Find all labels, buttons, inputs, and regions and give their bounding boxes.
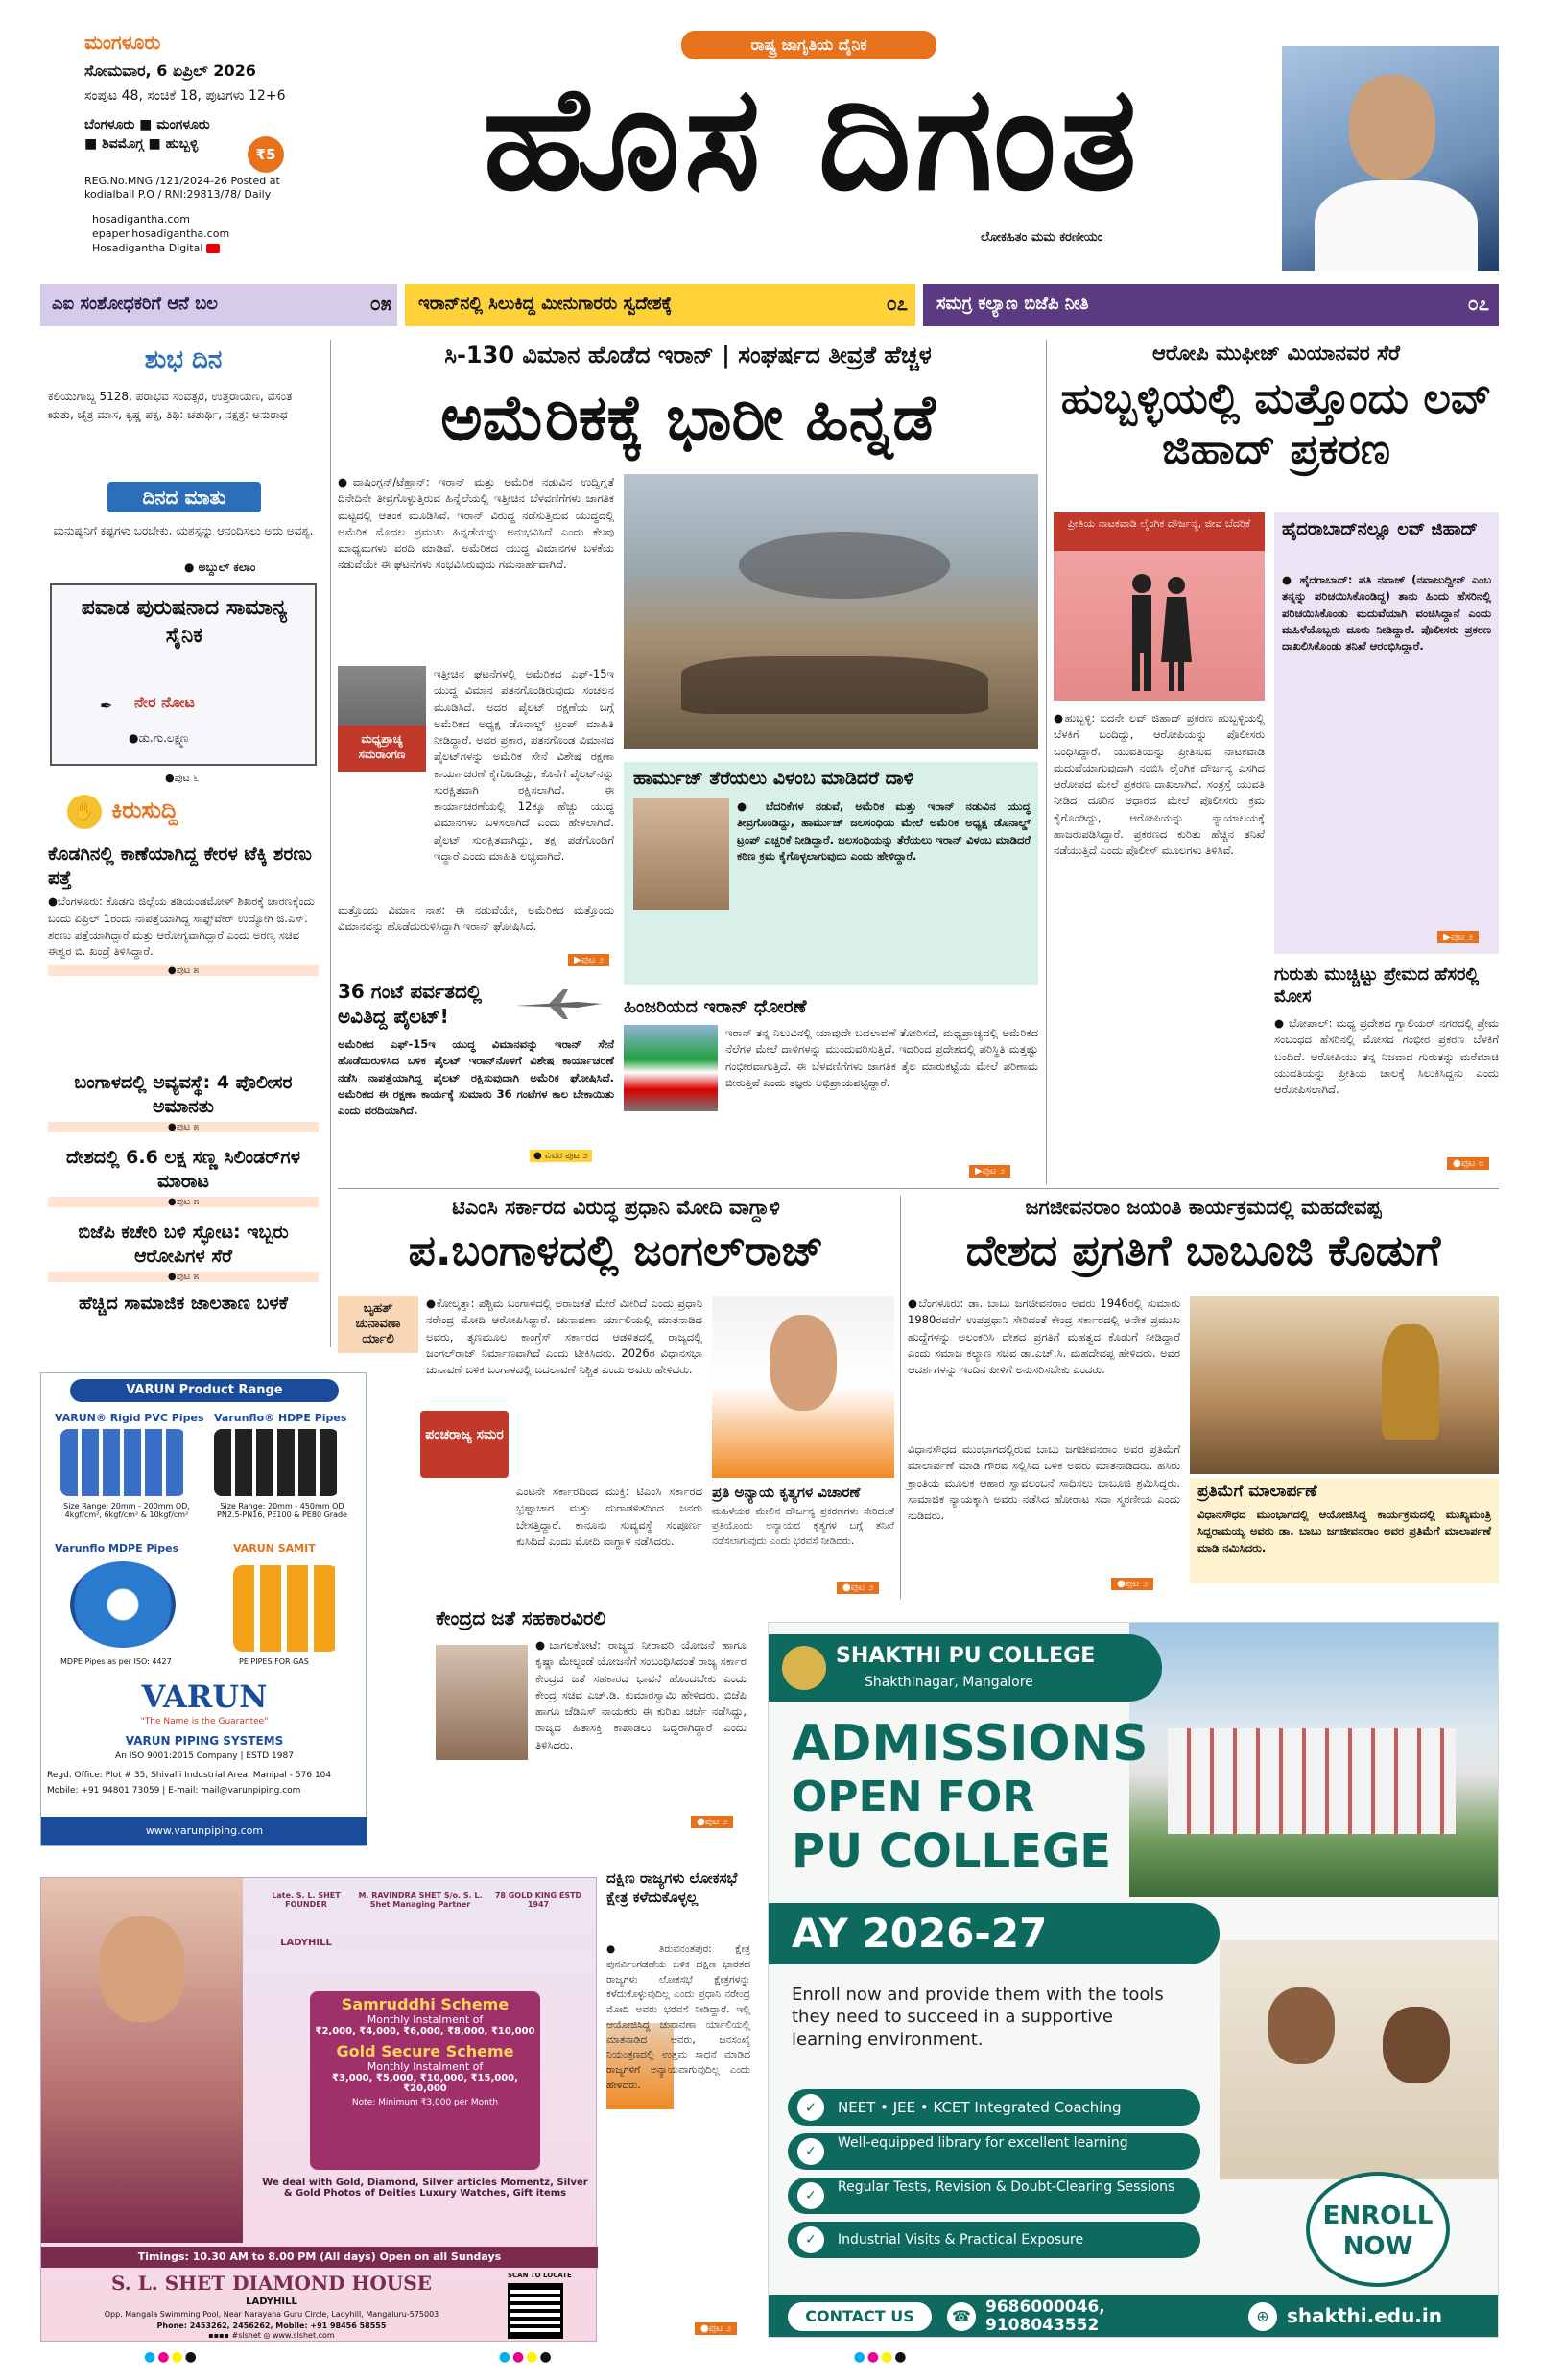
shakthi-tagline: Enroll now and provide them with the tools they need to succeed in a supportive learning environment. <box>792 1985 1164 2050</box>
ticker-text-3: ಸಮಗ್ರ ಕಲ್ಯಾಣ ಬಿಜೆಪಿ ನೀತಿ <box>936 294 1089 314</box>
brief-1[interactable] <box>48 843 319 976</box>
students-photo <box>1220 1940 1499 2179</box>
fighter-jet-icon <box>510 985 606 1023</box>
registration-marks: ●●●● ●●●● ●●●● <box>144 2349 909 2365</box>
shakthi-footer <box>769 2295 1499 2338</box>
feature-1-text: NEET • JEE • KCET Integrated Coaching <box>838 2099 1122 2116</box>
hubballi-body: ●ಹುಬ್ಬಳ್ಳಿ: ಐದನೇ ಲವ್ ಜಿಹಾದ್ ಪ್ರಕರಣ ಹುಬ್ಬಳ್ಳಿಯಲ್ಲಿ ಬೆಳಕಿಗೆ ಬಂದಿದ್ದು, ಆರೋಪಿಯನ್ನು ಪೊಲೀಸರು ಬಂಧಿಸಿದ್ದಾರೆ. ಯುವತಿಯನ್ನು ಪ್ರೀತಿಸುವ ನಾಟಕವಾಡಿ ಮದುವೆಯಾಗುವುದಾಗಿ ನಂಬಿಸಿ ಲೈಂಗಿಕ ದೌರ್ಜನ್ಯ ಎಸಗಿದ ಆರೋಪದ ಮೇಲೆ ಪ್ರಕರಣ ದಾಖಲಾಗಿದೆ. ಸಂತ್ರಸ್ತೆ ಯುವತಿ ನೀಡಿದ ದೂರಿನ ಆಧಾರದ ಮೇಲೆ ಪೊಲೀಸರು ಕ್ರಮ ಕೈಗೊಂಡಿದ್ದು, ಆರೋಪಿಯನ್ನು ನ್ಯಾಯಾಲಯಕ್ಕೆ ಹಾಜರುಪಡಿಸಿದ್ದಾರೆ. ಪ್ರಕರಣದ ಕುರಿತು ಹೆಚ್ಚಿನ ತನಿಖೆ ನಡೆಯುತ್ತಿದೆ ಎಂದು ಪೊಲೀಸ್ ಮೂಲಗಳು ತಿಳಿಸಿವೆ. <box>1054 711 1265 857</box>
kirusuddi-title: ಕಿರುಸುದ್ದಿ <box>111 797 178 823</box>
dakshina-body: ● ತಿರುವನಂತಪುರ: ಕ್ಷೇತ್ರ ಪುನರ್ವಿಂಗಡಣೆಯ ಬಳಿಕ ದಕ್ಷಿಣ ಭಾರತದ ರಾಜ್ಯಗಳು ಲೋಕಸಭೆ ಕ್ಷೇತ್ರಗಳನ್ನು ಕಳೆದುಕೊಳ್ಳುವುದಿಲ್ಲ ಎಂದು ಪ್ರಧಾನಿ ನರೇಂದ್ರ ಮೋದಿ ಅವರು ಭರವಸೆ ನೀಡಿದ್ದಾರೆ. ಇಲ್ಲಿ ಆಯೋಜಿಸಿದ್ದ ಚುನಾವಣಾ ರ್ಯಾಲಿಯಲ್ಲಿ ಮಾತನಾಡಿದ ಅವರು, ಜನಸಂಖ್ಯೆ ನಿಯಂತ್ರಣದಲ್ಲಿ ಉತ್ತಮ ಸಾಧನೆ ಮಾಡಿದ ರಾಜ್ಯಗಳಿಗೆ ಅನ್ಯಾಯವಾಗುವುದಿಲ್ಲ ಎಂದು ಹೇಳಿದರು. <box>606 1943 750 2091</box>
bhopal-body: ● ಭೋಪಾಲ್: ಮಧ್ಯ ಪ್ರದೇಶದ ಗ್ವಾಲಿಯರ್ ನಗರದಲ್ಲಿ ಪ್ರೇಮ ಸಂಬಂಧದ ಹೆಸರಿನಲ್ಲಿ ಮೋಸದ ಗಂಭೀರ ಪ್ರಕರಣ ಬೆಳಕಿಗೆ ಬಂದಿದೆ. ಆರೋಪಿಯು ತನ್ನ ನಿಜವಾದ ಗುರುತನ್ನು ಮರೆಮಾಚಿ ಯುವತಿಯನ್ನು ಪ್ರೀತಿಯ ಜಾಲಕ್ಕೆ ಸಿಲುಕಿಸಿದ್ದನು ಎಂದು ಆರೋಪಿಸಲಾಗಿದೆ. <box>1274 1016 1499 1096</box>
hdpe-pipes-image <box>214 1429 339 1496</box>
lead-body: ●ವಾಷಿಂಗ್ಟನ್/ಟೆಹ್ರಾನ್: ಇರಾನ್ ಮತ್ತು ಅಮೆರಿಕ ನಡುವಿನ ಉದ್ವಿಗ್ನತೆ ದಿನೇದಿನೇ ತೀವ್ರಗೊಳ್ಳುತ್ತಿರುವ ಹಿನ್ನೆಲೆಯಲ್ಲಿ ಇತ್ತೀಚಿನ ಬೆಳವಣಿಗೆಗಳು ಜಾಗತಿಕ ಮಟ್ಟದಲ್ಲಿ ಆತಂಕ ಮೂಡಿಸಿವೆ. ಇರಾನ್ ವಿರುದ್ಧ ನಡೆಸುತ್ತಿರುವ ಯುದ್ಧದಲ್ಲಿ ಅಮೆರಿಕ ಮೊದಲ ಪ್ರಮುಖ ಹಿನ್ನಡೆಯನ್ನು ಅನುಭವಿಸಿದೆ ಎಂದು ಕೆಲವು ಮಾಧ್ಯಮಗಳು ವರದಿ ಮಾಡಿವೆ. ಅಮೆರಿಕದ ಯುದ್ಧ ವಿಮಾನಗಳ ಬಳಕೆಯ ನಡುವೆಯೇ ಈ ಘಟನೆಗಳು ಸಂಭವಿಸಿರುವುದು ಗಮನಾರ್ಹವಾಗಿದೆ. <box>338 475 614 572</box>
ticker-page-1: ೦೫ <box>369 292 391 315</box>
gas-pipes-image <box>233 1565 339 1652</box>
check-icon: ✓ <box>797 2138 824 2165</box>
bengal-kicker: ಟಿಎಂಸಿ ಸರ್ಕಾರದ ವಿರುದ್ಧ ಪ್ರಧಾನಿ ಮೋದಿ ವಾಗ್ದಾಳಿ <box>452 1196 780 1219</box>
hormuz-title: ಹಾರ್ಮುಜ್ ತೆರೆಯಲು ವಿಳಂಬ ಮಾಡಿದರೆ ದಾಳಿ <box>633 768 913 789</box>
bengal-more[interactable]: ●ಪುಟ ೨ <box>837 1582 879 1594</box>
column-title: ಪವಾಡ ಪುರುಷನಾದ ಸಾಮಾನ್ಯ ಸೈನಿಕ <box>81 596 288 648</box>
digital-label: Hosadigantha Digital <box>92 242 203 254</box>
brief-2-title: ಬಂಗಾಳದಲ್ಲಿ ಅವ್ಯವಸ್ಥೆ: 4 ಪೊಲೀಸರ ಅಮಾನತು <box>74 1072 293 1117</box>
photo-head-shape <box>1349 75 1435 180</box>
feature-3-text: Regular Tests, Revision & Doubt-Clearing Sessions <box>838 2179 1175 2195</box>
leaders-photo <box>338 666 426 772</box>
hubballi-story <box>1054 340 1499 1184</box>
feature-1 <box>788 2089 1200 2126</box>
megaphone-icon: ✋ <box>67 795 102 829</box>
sub1-box <box>338 979 614 1171</box>
edition-4: ಹುಬ್ಬಳ್ಳಿ <box>165 136 199 152</box>
digital-link[interactable] <box>92 242 220 254</box>
brief-2[interactable] <box>48 1071 319 1132</box>
masthead-city: ಮಂಗಳೂರು <box>84 31 161 54</box>
panchanga-text: ಕಲಿಯುಗಾಬ್ದ 5128, ಪರಾಭವ ಸಂವತ್ಸರ, ಉತ್ತರಾಯಣ, ವಸಂತ ಋತು, ಚೈತ್ರ ಮಾಸ, ಕೃಷ್ಣ ಪಕ್ಷ, ತಿಥಿ: ಚತುರ್ಥಿ, ನಕ್ಷತ್ರ: ಅನುರಾಧ <box>48 390 293 421</box>
feature-3 <box>788 2178 1200 2214</box>
check-icon: ✓ <box>797 2226 824 2253</box>
lead-more-1[interactable]: ▶ಪುಟ ೨ <box>568 954 609 966</box>
lead-story <box>338 340 1038 1184</box>
brief-4-page: ●ಪುಟ ೫ <box>48 1272 319 1282</box>
jagjivan-caption-title: ಪ್ರತಿಮೆಗೆ ಮಾಲಾರ್ಪಣೆ <box>1197 1482 1317 1501</box>
student-shape-1 <box>1268 1987 1335 2064</box>
shakthi-ad[interactable] <box>768 1622 1499 2338</box>
varun-ad-title: VARUN Product Range <box>70 1379 339 1402</box>
left-column-divider <box>330 340 331 1347</box>
tagline-top: ರಾಷ್ಟ್ರ ಜಾಗೃತಿಯ ದೈನಿಕ <box>681 31 936 60</box>
sub1-more[interactable]: ● ವಿವರ ಪುಟ ೨ <box>530 1150 592 1162</box>
shakthi-line3: PU COLLEGE <box>792 1824 1112 1878</box>
lead-body3: ಮತ್ತೊಂದು ವಿಮಾನ ನಾಶ: ಈ ನಡುವೆಯೇ, ಅಮೆರಿಕದ ಮತ್ತೊಂದು ವಿಮಾನವನ್ನು ಹೊಡೆದುರುಳಿಸಿದ್ದಾಗಿ ಇರಾನ್ ಘೋಷಿಸಿದೆ. <box>338 903 614 934</box>
masthead <box>40 29 1499 278</box>
scheme2-sub: Monthly Instalment of <box>367 2060 484 2073</box>
hubballi-image-caption: ಪ್ರೀತಿಯ ನಾಟಕವಾಡಿ ಲೈಂಗಿಕ ದೌರ್ಜನ್ಯ, ಜೀವ ಬೆದರಿಕೆ <box>1054 512 1265 551</box>
column-author: ●ಡು.ಗು.ಲಕ್ಷ್ಮಣ <box>129 731 189 745</box>
varun-brand: VARUN <box>141 1678 268 1715</box>
shet-name: S. L. SHET DIAMOND HOUSE <box>111 2272 432 2295</box>
scheme2-values: ₹3,000, ₹5,000, ₹10,000, ₹15,000, ₹20,000 <box>332 2073 518 2094</box>
war-badge: ಮಧ್ಯಪ್ರಾಚ್ಯ ಸಮರಾಂಗಣ <box>338 726 426 772</box>
shakthi-college: SHAKTHI PU COLLEGE <box>836 1644 1096 1668</box>
iran-flag-photo <box>624 1025 718 1111</box>
ticker-text-2: ಇರಾನ್‌ನಲ್ಲಿ ಸಿಲುಕಿದ್ದ ಮೀನುಗಾರರು ಸ್ವದೇಶಕ್ಕೆ <box>418 294 673 314</box>
jagjivan-story <box>908 1196 1499 1599</box>
hyderabad-more[interactable]: ▶ಪುಟ ೨ <box>1437 931 1479 943</box>
dakshina-headline: ದಕ್ಷಿಣ ರಾಜ್ಯಗಳು ಲೋಕಸಭೆ ಕ್ಷೇತ್ರ ಕಳೆದುಕೊಳ್ಳಲ್ಲ <box>606 1869 738 1906</box>
epaper-link[interactable]: epaper.hosadigantha.com <box>92 227 230 240</box>
varun-company: VARUN PIPING SYSTEMS <box>125 1734 284 1748</box>
shakthi-phones[interactable]: 9686000046, 9108043552 <box>985 2297 1105 2335</box>
contact-us-button[interactable]: CONTACT US <box>788 2302 932 2331</box>
ticker-item-3[interactable] <box>923 284 1499 326</box>
dinada-maatu-title: ದಿನದ ಮಾತು <box>107 482 261 512</box>
hubballi-headline: ಹುಬ್ಬಳ್ಳಿಯಲ್ಲಿ ಮತ್ತೊಂದು ಲವ್ ಜಿಹಾದ್ ಪ್ರಕರಣ <box>1060 374 1492 474</box>
jagjivan-kicker: ಜಗಜೀವನರಾಂ ಜಯಂತಿ ಕಾರ್ಯಕ್ರಮದಲ್ಲಿ ಮಹದೇವಪ್ಪ <box>1025 1196 1382 1219</box>
shet-ad[interactable] <box>40 1877 597 2342</box>
kendra-story <box>378 1606 747 1837</box>
jagjivan-caption-body: ವಿಧಾನಸೌಧದ ಮುಂಭಾಗದಲ್ಲಿ ಆಯೋಜಿಸಿದ್ದ ಕಾರ್ಯಕ್ರಮದಲ್ಲಿ ಮುಖ್ಯಮಂತ್ರಿ ಸಿದ್ದರಾಮಯ್ಯ ಅವರು ಡಾ. ಬಾಬು ಜಗಜೀವನರಾಂ ಅವರ ಪ್ರತಿಮೆಗೆ ಮಾಲಾರ್ಪಣೆ ಮಾಡಿ ನಮಿಸಿದರು. <box>1197 1508 1491 1555</box>
garland-photo <box>1190 1296 1499 1474</box>
varun-contact: Mobile: +91 94801 73059 | E-mail: mail@varunpiping.com <box>47 1786 301 1796</box>
bengal-tag2: ಪಂಚರಾಜ್ಯ ಸಮರ <box>420 1411 509 1478</box>
sub2-body: ಇರಾನ್ ತನ್ನ ನಿಲುವಿನಲ್ಲಿ ಯಾವುದೇ ಬದಲಾವಣೆ ತೋರಿಸದೆ, ಮಧ್ಯಪ್ರಾಚ್ಯದಲ್ಲಿ ಅಮೆರಿಕದ ನೆಲೆಗಳ ಮೇಲೆ ದಾಳಿಗಳನ್ನು ಮುಂದುವರಿಸುತ್ತಿದೆ. ಇದರಿಂದ ಪ್ರದೇಶದಲ್ಲಿ ಪರಿಸ್ಥಿತಿ ಮತ್ತಷ್ಟು ಗಂಭೀರವಾಗುತ್ತಿದೆ. ಈ ಬೆಳವಣಿಗೆಗಳು ಜಾಗತಿಕ ತೈಲ ಮಾರುಕಟ್ಟೆಯ ಮೇಲೆ ಪರಿಣಾಮ ಬೀರುತ್ತಿವೆ ಎಂದು ತಜ್ಞರು ಅಭಿಪ್ರಾಯಪಟ್ಟಿದ್ದಾರೆ. <box>725 1026 1038 1089</box>
hyderabad-body: ● ಹೈದರಾಬಾದ್: ಪತಿ ನವಾಜ್ (ನವಾಜುದ್ದೀನ್ ಎಂಬ ತನ್ನನ್ನು ಪರಿಚಯಿಸಿಕೊಂಡಿದ್ದ) ತಾನು ಹಿಂದು ಹೆಸರಿನಲ್ಲಿ ಪರಿಚಯಿಸಿಕೊಂಡು ಮದುವೆಯಾಗಿ ವಂಚಿಸಿದ್ದಾನೆ ಎಂದು ಮಹಿಳೆಯೊಬ್ಬರು ದೂರು ನೀಡಿದ್ದಾರೆ. ಪೊಲೀಸರು ಪ್ರಕರಣ ದಾಖಲಿಸಿಕೊಂಡು ತನಿಖೆ ಆರಂಭಿಸಿದ್ದಾರೆ. <box>1282 573 1491 653</box>
model-photo <box>41 1878 243 2243</box>
brief-1-page: ●ಪುಟ ೫ <box>48 965 319 976</box>
scheme1-values: ₹2,000, ₹4,000, ₹6,000, ₹8,000, ₹10,000 <box>315 2026 535 2036</box>
column-page: ●ಪುಟ ೬ <box>165 772 200 784</box>
modi-photo <box>712 1296 894 1478</box>
ticker-text-1: ಎಐ ಸಂಶೋಧಕರಿಗೆ ಆನೆ ಬಲ <box>52 294 218 314</box>
shakthi-header <box>769 1634 1162 1702</box>
pvc-pipes-image <box>60 1429 185 1496</box>
lead-headline: ಅಮೆರಿಕಕ್ಕೆ ಭಾರೀ ಹಿನ್ನಡೆ <box>440 381 936 455</box>
shet-web[interactable]: www.slshet.com <box>272 2331 335 2340</box>
shet-ladyhill: LADYHILL <box>280 1938 332 1948</box>
varun-ad[interactable] <box>40 1372 367 1846</box>
website-link[interactable]: hosadigantha.com <box>92 213 190 226</box>
column-name: ನೇರ ನೋಟ <box>134 693 195 711</box>
shet-address: Opp. Mangala Swimming Pool, Near Narayana Guru Circle, Ladyhill, Mangaluru-575003 <box>104 2310 439 2319</box>
qr-code-icon[interactable] <box>508 2283 563 2339</box>
pen-icon: ✒ <box>100 697 113 715</box>
varun-p4: VARUN SAMIT <box>233 1542 316 1555</box>
scheme-box <box>310 1991 540 2170</box>
lead-body-col1 <box>338 474 614 574</box>
quote-author: ● ಅಬ್ದುಲ್ ಕಲಾಂ <box>184 560 256 574</box>
feature-2-text: Well-equipped library for excellent learning <box>838 2135 1128 2151</box>
lead-kicker: ಸಿ-130 ವಿಮಾನ ಹೊಡೆದ ಇರಾನ್ | ಸಂಘರ್ಷದ ತೀವ್ರತೆ ಹೆಚ್ಚಳ <box>444 342 932 369</box>
photo-figure-shape <box>770 1315 837 1411</box>
youtube-icon <box>206 244 220 253</box>
model-face-shape <box>99 1916 185 2022</box>
shet-badge3: 78 GOLD KING ESTD 1947 <box>494 1892 582 1909</box>
bengal-body2: ಎಂಟನೇ ಸರ್ಕಾರದಿಂದ ಮುಕ್ತಿ: ಟಿಎಂಸಿ ಸರ್ಕಾರದ ಭ್ರಷ್ಟಾಚಾರ ಮತ್ತು ದುರಾಡಳಿತದಿಂದ ಜನರು ಬೇಸತ್ತಿದ್ದಾರೆ. ಕಾನೂನು ಸುವ್ಯವಸ್ಥೆ ಸಂಪೂರ್ಣ ಕುಸಿದಿದೆ ಎಂದು ಮೋದಿ ವಾಗ್ದಾಳಿ ನಡೆಸಿದರು. <box>516 1485 702 1548</box>
globe-icon: ◎ <box>263 2331 273 2340</box>
shet-timings: Timings: 10.30 AM to 8.00 PM (All days) Open on all Sundays <box>41 2247 598 2268</box>
varun-p3-spec: MDPE Pipes as per ISO: 4427 <box>60 1657 172 1666</box>
debris-shape <box>681 656 988 714</box>
hormuz-box <box>624 762 1038 985</box>
ticker-item-2[interactable] <box>405 284 915 326</box>
shakthi-place: Shakthinagar, Mangalore <box>865 1675 1033 1690</box>
scheme1-sub: Monthly Instalment of <box>367 2013 484 2026</box>
scheme2-title: Gold Secure Scheme <box>336 2042 514 2060</box>
brief-4[interactable] <box>48 1221 319 1282</box>
varun-p2-spec: Size Range: 20mm - 450mm OD PN2.5-PN16, PE100 & PE80 Grade <box>217 1502 347 1519</box>
web-icon: ⊕ <box>1248 2302 1277 2331</box>
shet-social-handle: #slshet <box>231 2331 261 2340</box>
sub1-title: 36 ಗಂಟೆ ಪರ್ವತದಲ್ಲಿ ಅವಿತಿದ್ದ ಪೈಲಟ್! <box>338 980 482 1028</box>
varun-p3: Varunflo MDPE Pipes <box>55 1542 179 1555</box>
varun-cert: An ISO 9001:2015 Company | ESTD 1987 <box>115 1751 294 1761</box>
bengal-sub-body: ಮಹಿಳೆಯರ ಮೇಲಿನ ದೌರ್ಜನ್ಯ ಪ್ರಕರಣಗಳು ಸೇರಿದಂತೆ ಪ್ರತಿಯೊಂದು ಅನ್ಯಾಯದ ಕೃತ್ಯಗಳ ಬಗ್ಗೆ ತನಿಖೆ ನಡೆಸಲಾಗುವುದು ಎಂದು ಭರವಸೆ ನೀಡಿದರು. <box>712 1505 894 1547</box>
brief-2-page: ●ಪುಟ ೫ <box>48 1122 319 1132</box>
jagjivan-more[interactable]: ●ಪುಟ ೨ <box>1111 1578 1153 1590</box>
feature-2 <box>788 2133 1200 2170</box>
varun-p1-spec: Size Range: 20mm - 200mm OD, 4kgf/cm², 6kgf/cm² & 10kgf/cm² <box>63 1502 190 1519</box>
shet-deal: We deal with Gold, Diamond, Silver articles Momentz, Silver & Gold Photos of Deities Luxury Watches, Gift items <box>262 2178 588 2199</box>
section-rule-1 <box>338 1188 1499 1189</box>
shet-social <box>51 2331 492 2340</box>
bengal-divider <box>900 1196 901 1599</box>
brief-3[interactable] <box>48 1146 319 1207</box>
bengal-sub <box>712 1484 894 1597</box>
war-photo <box>624 474 1038 749</box>
shubha-dina-title: ಶುಭ ದಿನ <box>144 345 223 374</box>
trump-photo <box>633 798 729 910</box>
bengal-story <box>338 1196 894 1599</box>
feature-list <box>788 2089 1200 2258</box>
varun-web[interactable]: www.varunpiping.com <box>41 1817 367 1845</box>
brief-3-title: ದೇಶದಲ್ಲಿ 6.6 ಲಕ್ಷ ಸಣ್ಣ ಸಿಲಿಂಡರ್‌ಗಳ ಮಾರಾಟ <box>65 1147 301 1192</box>
brief-1-title: ಕೊಡಗಿನಲ್ಲಿ ಕಾಣೆಯಾಗಿದ್ದ ಕೇರಳ ಟೆಕ್ಕಿ ಶರಣು ಪತ್ತೆ <box>48 844 312 889</box>
masthead-reg: REG.No.MNG /121/2024-26 Posted at kodialbail P.O / RNI:29813/78/ Daily <box>84 175 280 201</box>
bhopal-box <box>1274 964 1499 1184</box>
ticker-bar <box>40 284 1499 326</box>
shet-branch: LADYHILL <box>246 2297 297 2307</box>
varun-p1: VARUN® Rigid PVC Pipes <box>55 1412 204 1424</box>
brief-4-title: ಬಿಜೆಪಿ ಕಚೇರಿ ಬಳಿ ಸ್ಫೋಟ: ಇಬ್ಬರು ಆರೋಪಿಗಳ ಸೆರೆ <box>78 1222 289 1267</box>
varun-p4-spec: PE PIPES FOR GAS <box>239 1657 309 1666</box>
dakshina-story <box>606 1869 750 2342</box>
couple-silhouette-icon <box>1121 570 1197 695</box>
scheme1-title: Samruddhi Scheme <box>341 1995 510 2013</box>
kendra-body: ●ಬಾಗಲಕೋಟೆ: ರಾಜ್ಯದ ನೀರಾವರಿ ಯೋಜನೆ ಹಾಗೂ ಕೃಷ್ಣಾ ಮೇಲ್ದಂಡೆ ಯೋಜನೆಗೆ ಸಂಬಂಧಿಸಿದಂತೆ ರಾಜ್ಯ ಸರ್ಕಾರ ಕೇಂದ್ರದ ಜತೆ ಸಹಕಾರದ ಭಾವನೆ ಹೊಂದಬೇಕು ಎಂದು ಕೇಂದ್ರ ಸಚಿವ ಎಚ್.ಡಿ. ಕುಮಾರಸ್ವಾಮಿ ಹೇಳಿದರು. ಬಿಜೆಪಿ ಹಾಗೂ ಜೆಡಿಎಸ್ ನಾಯಕರು ಈ ಕುರಿತು ಚರ್ಚೆ ನಡೆಸಿದ್ದು, ರಾಜ್ಯದ ಹಿತಾಸಕ್ತಿ ಕಾಪಾಡಲು ಬದ್ಧರಾಗಿದ್ದಾರೆ ಎಂದು ತಿಳಿಸಿದರು. <box>535 1638 747 1751</box>
statue-shape <box>1382 1324 1439 1440</box>
photo-body-shape <box>1315 180 1478 271</box>
brief-3-page: ●ಪುಟ ೫ <box>48 1197 319 1207</box>
varun-slogan: "The Name is the Guarantee" <box>140 1717 269 1726</box>
varun-p2: Varunflo® HDPE Pipes <box>214 1412 347 1424</box>
brief-5-title: ಹೆಚ್ಚಿದ ಸಾಮಾಜಿಕ ಜಾಲತಾಣ ಬಳಕೆ <box>78 1293 289 1314</box>
shet-scan-label: SCAN TO LOCATE <box>508 2272 572 2279</box>
scheme-note: Note: Minimum ₹3,000 per Month <box>351 2098 499 2107</box>
feature-4 <box>788 2222 1200 2258</box>
kirusuddi-header <box>48 793 319 831</box>
leader-photo <box>1282 46 1499 271</box>
sub2-title: ಹಿಂಜರಿಯದ ಇರಾನ್ ಧೋರಣೆ <box>624 996 807 1017</box>
shet-badge2: M. RAVINDRA SHET S/o. S. L. Shet Managing Partner <box>358 1892 483 1909</box>
price-badge: ₹5 <box>248 136 284 173</box>
lead-more-2[interactable]: ▶ಪುಟ ೨ <box>969 1165 1010 1178</box>
edition-2: ಮಂಗಳೂರು <box>156 117 210 132</box>
hormuz-body: ● ಬೆದರಿಕೆಗಳ ನಡುವೆ, ಅಮೆರಿಕ ಮತ್ತು ಇರಾನ್ ನಡುವಿನ ಯುದ್ಧ ತೀವ್ರಗೊಂಡಿದ್ದು, ಹಾರ್ಮುಜ್ ಜಲಸಂಧಿಯ ಮೇಲೆ ಅಮೆರಿಕ ಅಧ್ಯಕ್ಷ ಡೊನಾಲ್ಡ್ ಟ್ರಂಪ್ ಎಚ್ಚರಿಕೆ ನೀಡಿದ್ದಾರೆ. ಜಲಸಂಧಿಯನ್ನು ತೆರೆಯಲು ಇರಾನ್ ವಿಳಂಬ ಮಾಡಿದರೆ ಕಠಿಣ ಕ್ರಮ ಕೈಗೊಳ್ಳಲಾಗುವುದು ಎಂದು ಹೇಳಿದ್ದಾರೆ. <box>737 799 1031 863</box>
lead-divider <box>1046 340 1047 1184</box>
ticker-page-2: ೦೭ <box>886 292 908 315</box>
bengal-headline: ಪ.ಬಂಗಾಳದಲ್ಲಿ ಜಂಗಲ್‌ರಾಜ್ <box>408 1226 824 1275</box>
jagjivan-headline: ದೇಶದ ಪ್ರಗತಿಗೆ ಬಾಬೂಜಿ ಕೊಡುಗೆ <box>965 1226 1441 1275</box>
shakthi-line1: ADMISSIONS <box>792 1715 1149 1773</box>
masthead-motto: ಲೋಕಹಿತಂ ಮಮ ಕರಣೀಯಂ <box>981 230 1103 245</box>
dakshina-more[interactable]: ●ಪುಟ ೨ <box>695 2322 737 2335</box>
shakthi-line2: OPEN FOR <box>792 1773 1035 1821</box>
varun-address: Regd. Office: Plot # 35, Shivalli Industrial Area, Manipal - 576 104 <box>47 1771 332 1780</box>
brief-5[interactable] <box>48 1292 319 1316</box>
feature-4-text: Industrial Visits & Practical Exposure <box>838 2232 1084 2248</box>
edition-1: ಬೆಂಗಳೂರು <box>84 117 135 132</box>
ticker-page-3: ೦೭ <box>1467 292 1489 315</box>
student-shape-2 <box>1383 2007 1450 2083</box>
shakthi-logo-icon <box>782 1646 826 1690</box>
kendra-more[interactable]: ●ಪುಟ ೨ <box>691 1816 733 1828</box>
kumaraswamy-photo <box>436 1645 528 1760</box>
kendra-headline: ಕೇಂದ್ರದ ಜತೆ ಸಹಕಾರವಿರಲಿ <box>436 1606 606 1630</box>
hubballi-kicker: ಆರೋಪಿ ಮುಫೀಜ್ ಮಿಯಾನವರ ಸೆರೆ <box>1152 342 1400 365</box>
bengal-body: ●ಕೋಲ್ಕತ್ತಾ: ಪಶ್ಚಿಮ ಬಂಗಾಳದಲ್ಲಿ ಅರಾಜಕತೆ ಮೇರೆ ಮೀರಿದೆ ಎಂದು ಪ್ರಧಾನಿ ನರೇಂದ್ರ ಮೋದಿ ಆರೋಪಿಸಿದ್ದಾರೆ. ಚುನಾವಣಾ ರ್ಯಾಲಿಯಲ್ಲಿ ಮಾತನಾಡಿದ ಅವರು, ತೃಣಮೂಲ ಕಾಂಗ್ರೆಸ್ ಸರ್ಕಾರದ ಆಡಳಿತದಲ್ಲಿ ರಾಜ್ಯದಲ್ಲಿ ಜಂಗಲ್‌ರಾಜ್ ನಿರ್ಮಾಣವಾಗಿದೆ ಎಂದು ಟೀಕಿಸಿದರು. 2026ರ ವಿಧಾನಸಭಾ ಚುನಾವಣೆ ಬಳಿಕ ಬಂಗಾಳದಲ್ಲಿ ಬದಲಾವಣೆ ನಿಶ್ಚಿತ ಎಂದು ಅವರು ಹೇಳಿದರು. <box>426 1297 702 1376</box>
column-box[interactable] <box>50 583 317 766</box>
college-building-photo <box>1129 1623 1499 1897</box>
bengal-sub-title: ಪ್ರತಿ ಅನ್ಯಾಯ ಕೃತ್ಯಗಳ ವಿಚಾರಣೆ <box>712 1484 861 1501</box>
bhopal-title: ಗುರುತು ಮುಚ್ಚಿಟ್ಟು ಪ್ರೇಮದ ಹೆಸರಲ್ಲಿ ಮೋಸ <box>1274 964 1480 1008</box>
check-icon: ✓ <box>797 2182 824 2209</box>
left-column <box>40 340 326 1347</box>
bengal-tag1: ಬೃಹತ್ ಚುನಾವಣಾ ರ್ಯಾಲಿ <box>338 1296 418 1353</box>
shakthi-year: AY 2026-27 <box>769 1903 1220 1964</box>
social-icons: ▪▪▪▪ <box>208 2331 232 2340</box>
edition-3: ಶಿವಮೊಗ್ಗ <box>102 136 144 152</box>
sub2-box <box>624 996 1038 1184</box>
building-shape <box>1168 1728 1456 1834</box>
shet-phone: Phone: 2453262, 2456262, Mobile: +91 98456 58555 <box>156 2321 387 2330</box>
masthead-volume: ಸಂಪುಟ 48, ಸಂಚಿಕೆ 18, ಪುಟಗಳು 12+6 <box>84 88 286 104</box>
hyderabad-title: ಹೈದರಾಬಾದ್‌ನಲ್ಲೂ ಲವ್ ಜಿಹಾದ್ <box>1282 519 1478 539</box>
hyderabad-box <box>1274 512 1499 954</box>
mdpe-coil-image <box>70 1561 176 1648</box>
phone-icon: ☎ <box>947 2302 976 2331</box>
enroll-button[interactable]: ENROLL NOW <box>1306 2172 1450 2287</box>
hubballi-illustration <box>1054 512 1265 701</box>
lead-body2: ಇತ್ತೀಚಿನ ಘಟನೆಗಳಲ್ಲಿ ಅಮೆರಿಕದ ಎಫ್-15ಇ ಯುದ್ಧ ವಿಮಾನ ಪತನಗೊಂಡಿರುವುದು ಸಂಚಲನ ಮೂಡಿಸಿದೆ. ಅದರ ಪೈಲಟ್ ರಕ್ಷಣೆಯ ಬಗ್ಗೆ ಅಮೆರಿಕದ ಅಧ್ಯಕ್ಷ ಡೊನಾಲ್ಡ್ ಟ್ರಂಪ್ ಮಾಹಿತಿ ನೀಡಿದ್ದಾರೆ. ಅವರ ಪ್ರಕಾರ, ಪತನಗೊಂಡ ವಿಮಾನದ ಪೈಲಟ್‌ಗಳನ್ನು ಅಮೆರಿಕ ಸೇನೆ ವಿಶೇಷ ರಕ್ಷಣಾ ಕಾರ್ಯಾಚರಣೆ ಕೈಗೊಂಡಿದ್ದು, ಕೊನೆಗೆ ಪೈಲಟ್‌ನನ್ನು ಸುರಕ್ಷಿತವಾಗಿ ರಕ್ಷಿಸಲಾಗಿದೆ. ಈ ಕಾರ್ಯಾಚರಣೆಯಲ್ಲಿ 12ಕ್ಕೂ ಹೆಚ್ಚು ಯುದ್ಧ ವಿಮಾನಗಳು ಬಳಸಲಾಗಿದೆ ಎಂದು ಹೇಳಲಾಗಿದೆ. ಪೈಲಟ್ ಸುರಕ್ಷಿತವಾಗಿದ್ದು, ತಕ್ಷ ಪಡೆಗೊಂಡಿಗೆ ಇದ್ದಾರೆ ಎಂದು ಮಾಹಿತಿ ಲಭ್ಯವಾಗಿದೆ. <box>434 667 614 863</box>
bhopal-more[interactable]: ●ಪುಟ ೮ <box>1447 1157 1489 1170</box>
brief-1-body: ●ಬೆಂಗಳೂರು: ಕೊಡಗು ಜಿಲ್ಲೆಯ ತಡಿಯಂಡಮೋಳ್ ಶಿಖರಕ್ಕೆ ಚಾರಣಕ್ಕೆಂದು ಬಂದು ಏಪ್ರಿಲ್ 1ರಂದು ನಾಪತ್ತೆಯಾಗಿದ್ದ ಸಾಫ್ಟ್‌ವೇರ್ ಉದ್ಯೋಗಿ ಜಿ.ಎಸ್. ಶರಣು ಪತ್ತೆಯಾಗಿದ್ದಾರೆ ಮತ್ತು ಆರೋಗ್ಯವಾಗಿದ್ದಾರೆ ಎಂದು ಅರಣ್ಯ ಸಚಿವ ಈಶ್ವರ ಬಿ. ಖಂಡ್ರೆ ತಿಳಿಸಿದ್ದಾರೆ. <box>48 894 315 959</box>
masthead-date: ಸೋಮವಾರ, 6 ಏಪ್ರಿಲ್ 2026 <box>84 61 256 80</box>
shakthi-web[interactable]: shakthi.edu.in <box>1287 2304 1443 2327</box>
jagjivan-body2: ವಿಧಾನಸೌಧದ ಮುಂಭಾಗದಲ್ಲಿರುವ ಬಾಬು ಜಗಜೀವನರಾಂ ಅವರ ಪ್ರತಿಮೆಗೆ ಮಾಲಾರ್ಪಣೆ ಮಾಡಿ ಗೌರವ ಸಲ್ಲಿಸಿದ ಬಳಿಕ ಅವರು ಮಾತನಾಡಿದರು. ಹಸಿರು ಕ್ರಾಂತಿಯ ಮೂಲಕ ಆಹಾರ ಸ್ವಾವಲಂಬನೆ ಸಾಧಿಸಲು ಬಾಬೂಜಿ ಶ್ರಮಿಸಿದ್ದರು. ಸಾಮಾಜಿಕ ನ್ಯಾಯಕ್ಕಾಗಿ ಅವರು ನಡೆಸಿದ ಹೋರಾಟ ಸದಾ ಸ್ಮರಣೀಯ ಎಂದು ನುಡಿದರು. <box>908 1442 1180 1522</box>
quote-text: ಮನುಷ್ಯನಿಗೆ ಕಷ್ಟಗಳು ಬರಬೇಕು. ಯಶಸ್ಸನ್ನು ಆನಂದಿಸಲು ಅದು ಅವಶ್ಯ. <box>53 524 314 537</box>
smoke-shape <box>739 532 950 599</box>
sub1-body: ಅಮೆರಿಕದ ಎಫ್-15ಇ ಯುದ್ಧ ವಿಮಾನವನ್ನು ಇರಾನ್ ಸೇನೆ ಹೊಡೆದುರುಳಿಸಿದ ಬಳಿಕ ಪೈಲಟ್ ಇರಾನ್‌ನೊಳಗೆ ವಿಶೇಷ ಕಾರ್ಯಾಚರಣೆ ನಡೆಸಿ ನಾಪತ್ತೆಯಾಗಿದ್ದ ಪೈಲಟ್ ರಕ್ಷಿಸುವುದಾಗಿ ಅಮೆರಿಕ ಘೋಷಿಸಿದೆ. ಅಮೆರಿಕದ ಈ ರಕ್ಷಣಾ ಕಾರ್ಯಕ್ಕೆ ಸುಮಾರು 36 ಗಂಟೆಗಳ ಕಾಲ ಬೇಕಾಯಿತು ಎಂದು ವರದಿಯಾಗಿದೆ. <box>338 1037 614 1117</box>
jagjivan-caption-box <box>1190 1478 1499 1583</box>
masthead-editions: ಬೆಂಗಳೂರು ■ ಮಂಗಳೂರು ■ ಶಿವಮೊಗ್ಗ ■ ಹುಬ್ಬಳ್ಳಿ <box>84 117 210 152</box>
newspaper-title: ಹೊಸ ದಿಗಂತ <box>483 56 1141 223</box>
shet-badge1: Late. S. L. SHET FOUNDER <box>272 1892 341 1909</box>
ticker-item-1[interactable] <box>40 284 397 326</box>
jagjivan-body: ●ಬೆಂಗಳೂರು: ಡಾ. ಬಾಬು ಜಗಜೀವನರಾಂ ಅವರು 1946ರಲ್ಲಿ ಸುಮಾರು 1980ರವರೆಗೆ ಉಪಪ್ರಧಾನಿ ಸೇರಿದಂತೆ ಕೇಂದ್ರ ಸರ್ಕಾರದಲ್ಲಿ ಅನೇಕ ಪ್ರಮುಖ ಹುದ್ದೆಗಳನ್ನು ಅಲಂಕರಿಸಿ ದೇಶದ ಪ್ರಗತಿಗೆ ಮಹತ್ವದ ಕೊಡುಗೆ ನೀಡಿದ್ದಾರೆ ಎಂದು ಸಮಾಜ ಕಲ್ಯಾಣ ಸಚಿವ ಡಾ.ಎಚ್.ಸಿ. ಮಹದೇವಪ್ಪ ಹೇಳಿದರು. ಅವರ ಆದರ್ಶಗಳನ್ನು ಇಂದಿನ ಪೀಳಿಗೆ ಅನುಸರಿಸಬೇಕು ಎಂದರು. <box>908 1297 1180 1376</box>
check-icon: ✓ <box>797 2094 824 2121</box>
